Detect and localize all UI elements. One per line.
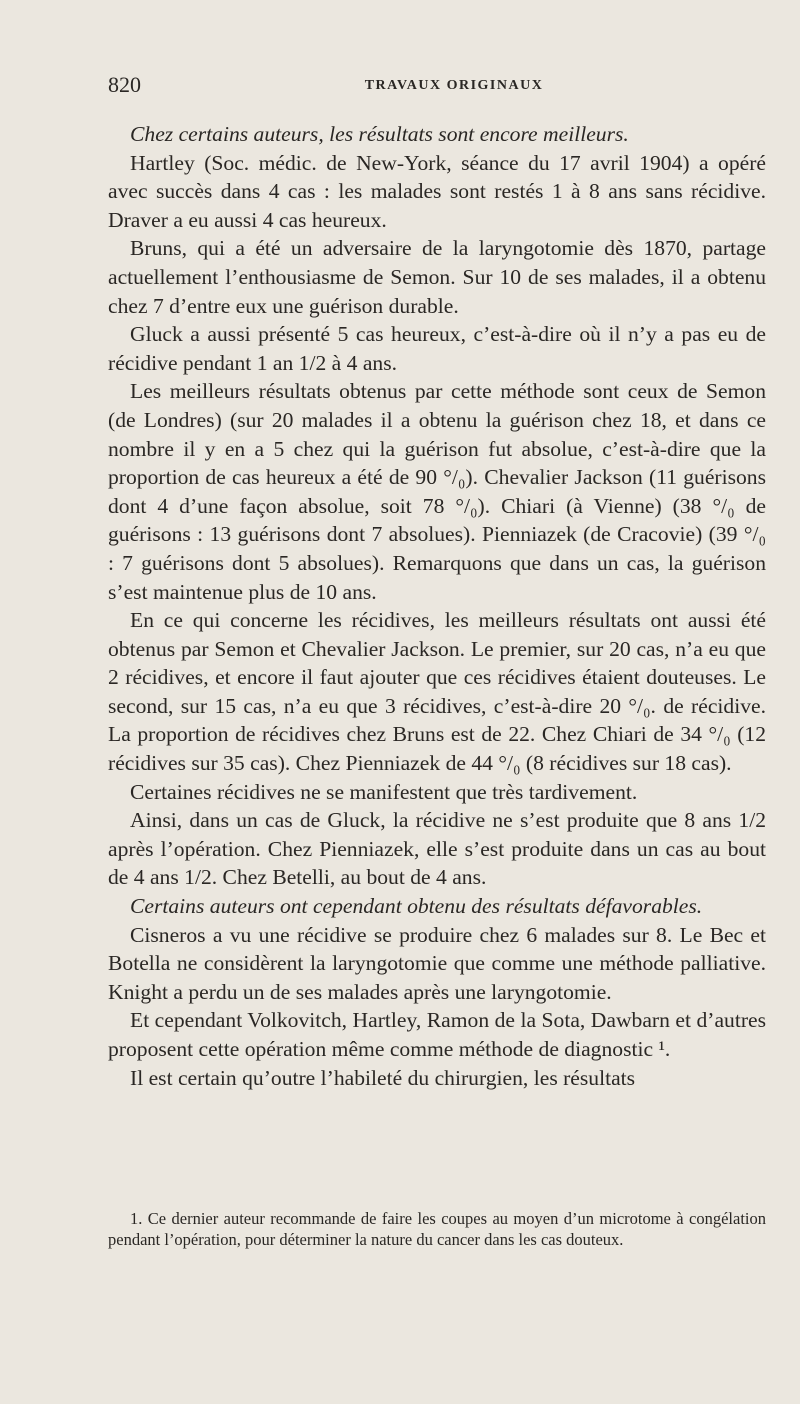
paragraph: Cisneros a vu une récidive se produire chez 6 malades sur 8. Le Bec et Botella ne considèrent la laryngotomie que comme une méthode palliative. Knight a perdu un de ses malades après une laryngotomie. (108, 922, 766, 1004)
paragraph: Gluck a aussi présenté 5 cas heureux, c’est-à-dire où il n’y a pas eu de récidive pendant 1 an 1/2 à 4 ans. (108, 322, 766, 375)
paragraph: Et cependant Volkovitch, Hartley, Ramon de la Sota, Dawbarn et d’autres proposent cette opération même comme méthode de diagnostic ¹. (108, 1008, 766, 1061)
footnote-text: 1. Ce dernier auteur recommande de faire les coupes au moyen d’un microtome à congélation pendant l’opération, pour déterminer la nature du cancer dans les cas douteux. (108, 1209, 766, 1249)
page-number: 820 (108, 72, 141, 97)
paragraph: En ce qui concerne les récidives, les meilleurs résultats ont aussi été obtenus par Semon et Chevalier Jackson. Le premier, sur 20 cas, n’a eu que 2 récidives, et encore il faut ajouter que ces récidives étaient douteuses. Le second, sur 15 cas, n’a eu que 3 récidives, c’est-à-dire 20 °/₀. de récidive. La proportion de récidives chez Bruns est de 22. Chez Chiari de 34 °/₀ (12 récidives sur 35 cas). Chez Pienniazek de 44 °/₀ (8 récidives sur 18 cas). (108, 608, 766, 776)
paragraph: Chez certains auteurs, les résultats sont encore meilleurs. (130, 122, 629, 146)
paragraph: Ainsi, dans un cas de Gluck, la récidive ne s’est produite que 8 ans 1/2 après l’opération. Chez Pienniazek, elle s’est produite dans un cas au bout de 4 ans 1/2. Chez Betelli, au bout de 4 ans. (108, 808, 766, 890)
paragraph: Hartley (Soc. médic. de New-York, séance du 17 avril 1904) a opéré avec succès dans 4 cas : les malades sont restés 1 à 8 ans sans récidive. Draver a eu aussi 4 cas heureux. (108, 150, 766, 232)
page-header (108, 72, 766, 102)
paragraph: Certaines récidives ne se manifestent que très tardivement. (130, 779, 638, 804)
paragraph: Certains auteurs ont cependant obtenu des résultats défavorables. (130, 894, 703, 919)
paragraph: Il est certain qu’outre l’habileté du chirurgien, les résultats (130, 1065, 636, 1090)
footnote (108, 1208, 766, 1250)
paragraph: Bruns, qui a été un adversaire de la laryngotomie dès 1870, partage actuellement l’enthousiasme de Semon. Sur 10 de ses malades, il a obtenu chez 7 d’entre eux une guérison durable. (108, 236, 766, 318)
running-title: TRAVAUX ORIGINAUX (364, 78, 544, 93)
paragraph: Les meilleurs résultats obtenus par cette méthode sont ceux de Semon (de Londres) (sur 20 malades il a obtenu la guérison chez 18, et dans ce nombre il y en a 5 chez qui la guérison fut absolue, c’est-à-dire que la proportion de cas heureux a été de 90 °/₀). Chevalier Jackson (11 guérisons dont 4 d’une façon absolue, soit 78 °/₀). Chiari (à Vienne) (38 °/₀ de guérisons : 13 guérisons dont 7 absolues). Pienniazek (de Cracovie) (39 °/₀ : 7 guérisons dont 5 absolues). Remarquons que dans un cas, la guérison s’est maintenue plus de 10 ans. (108, 379, 766, 604)
body-text (108, 120, 766, 1092)
